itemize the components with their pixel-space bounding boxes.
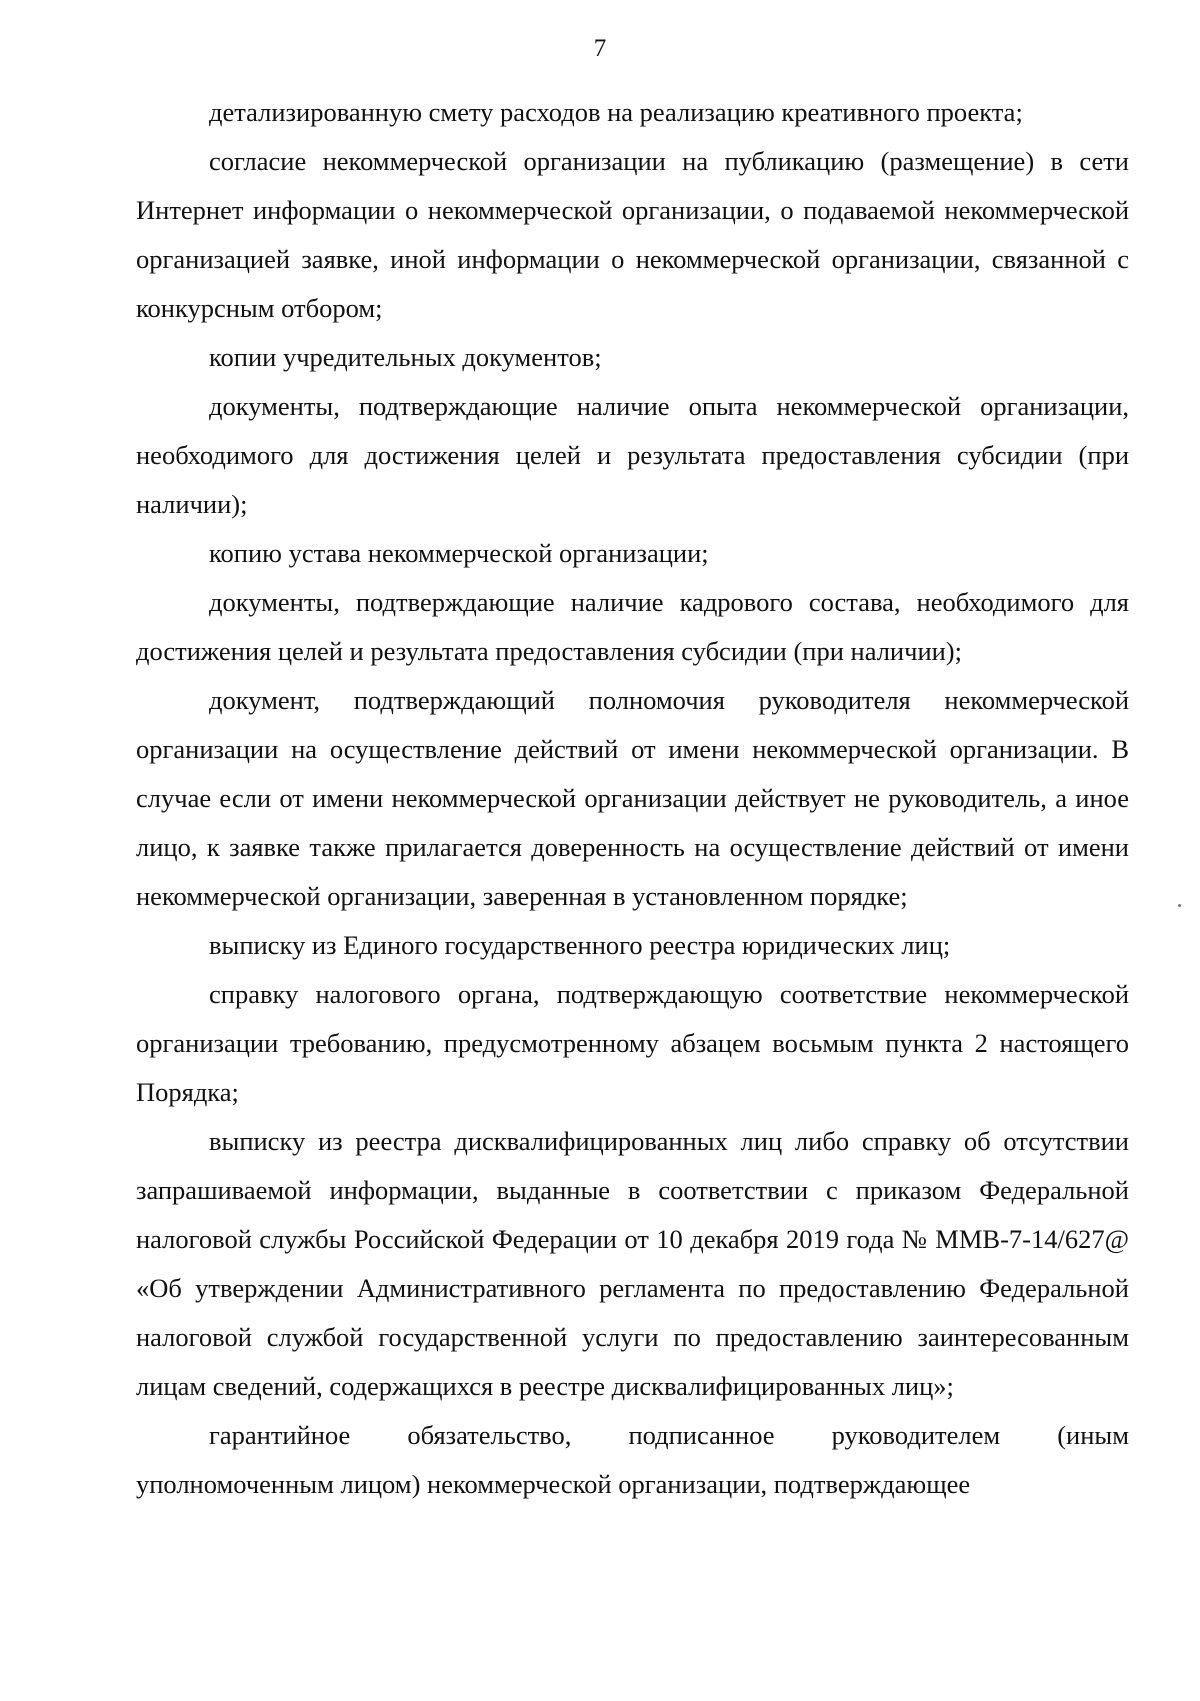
paragraph-cost-estimate: детализированную смету расходов на реализацию креативного проекта;	[209, 97, 1023, 127]
paragraph-disqualified-registry: выписку из реестра дисквалифицированных лиц либо справку об отсутствии запрашиваемой информации, выданные в соответствии с приказом Федеральной налоговой службы Российской Федерации от 10 декабря 2019 года № ММВ-7-14/627@ «Об утверждении Административного регламента по предоставлению Федеральной налоговой службой государственной услуги по предоставлению заинтересованным лицам сведений, содержащихся в реестре дисквалифицированных лиц»;	[136, 1126, 1129, 1401]
paragraph-charter-copy: копию устава некоммерческой организации;	[209, 538, 709, 568]
paragraph-guarantee-obligation: гарантийное обязательство, подписанное руководителем (иным уполномоченным лицом) некоммерческой организации, подтверждающее	[136, 1420, 1129, 1499]
paragraph-authority-document: документ, подтверждающий полномочия руководителя некоммерческой организации на осуществление действий от имени некоммерческой организации. В случае если от имени некоммерческой организации действует не руководитель, а иное лицо, к заявке также прилагается доверенность на осуществление действий от имени некоммерческой организации, заверенная в установленном порядке;	[136, 685, 1129, 911]
paragraph-publication-consent: согласие некоммерческой организации на публикацию (размещение) в сети Интернет информации о некоммерческой организации, о подаваемой некоммерческой организацией заявке, иной информации о некоммерческой организации, связанной с конкурсным отбором;	[136, 146, 1129, 323]
paragraph-tax-certificate: справку налогового органа, подтверждающую соответствие некоммерческой организации требованию, предусмотренному абзацем восьмым пункта 2 настоящего Порядка;	[136, 979, 1129, 1107]
paragraph-experience-documents: документы, подтверждающие наличие опыта некоммерческой организации, необходимого для достижения целей и результата предоставления субсидии (при наличии);	[136, 391, 1129, 519]
scan-speck	[1178, 904, 1181, 907]
paragraph-staff-documents: документы, подтверждающие наличие кадрового состава, необходимого для достижения целей и результата предоставления субсидии (при наличии);	[136, 587, 1129, 666]
page-number: 7	[593, 35, 607, 62]
document-body	[136, 88, 1129, 1509]
paragraph-founding-documents: копии учредительных документов;	[209, 342, 602, 372]
paragraph-egrul-extract: выписку из Единого государственного реестра юридических лиц;	[209, 930, 951, 960]
